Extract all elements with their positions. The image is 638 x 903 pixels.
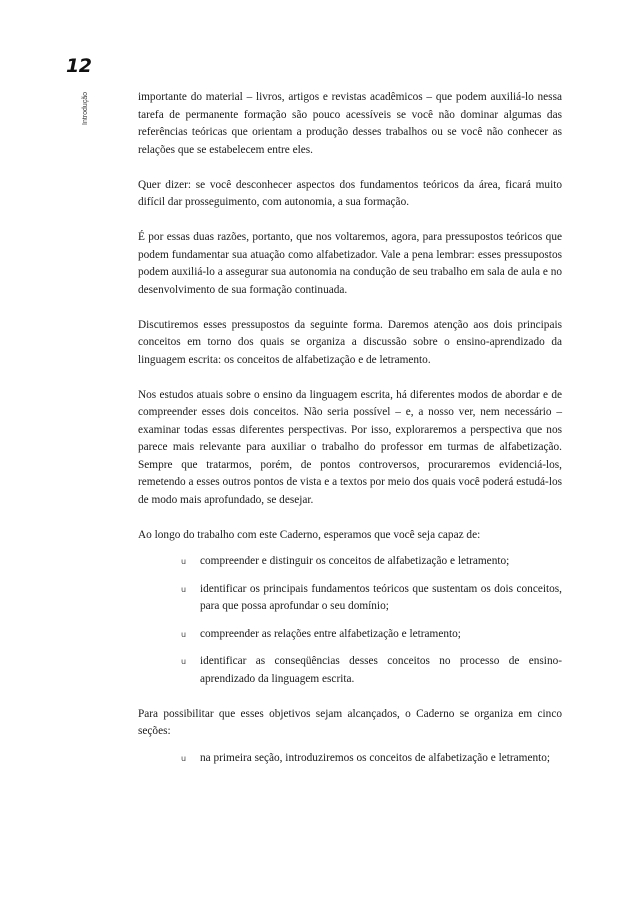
paragraph: Nos estudos atuais sobre o ensino da linguagem escrita, há diferentes modos de abordar e de compreender esses dois conceitos. Não seria possível – e, a nosso ver, nem necessário – examinar todas essas diferentes perspectivas. Por isso, exploraremos a perspectiva que nos parece mais relevante para auxiliar o trabalho do professor em turmas de alfabetização. Sempre que tratarmos, porém, de pontos controversos, procuraremos evidenciá-los, remetendo a esses outros pontos de vista e a textos por meio dos quais você poderá estudá-los de modo mais aprofundado, se desejar.: [138, 388, 562, 506]
bullet-icon: u: [181, 657, 187, 666]
list-item: [138, 581, 562, 616]
list-item-text: identificar as conseqüências desses conceitos no processo de ensino-aprendizado da linguagem escrita.: [200, 655, 562, 685]
list-item-text: na primeira seção, introduziremos os conceitos de alfabetização e letramento;: [200, 751, 551, 764]
list-item: [138, 626, 562, 644]
paragraph: Discutiremos esses pressupostos da seguinte forma. Daremos atenção aos dois principais conceitos em torno dos quais se organiza a discussão sobre o ensino-aprendizado da linguagem escrita: os conceitos de alfabetização e de letramento.: [138, 318, 562, 366]
bullet-icon: u: [181, 557, 187, 566]
paragraph: É por essas duas razões, portanto, que nos voltaremos, agora, para pressupostos teóricos que podem fundamentar sua atuação como alfabetizador. Vale a pena lembrar: esses pressupostos podem auxiliá-lo a assegurar sua autonomia na condução de seu trabalho em sala de aula e no desenvolvimento de sua formação continuada.: [138, 231, 562, 296]
bullet-icon: u: [181, 753, 187, 763]
paragraph: Ao longo do trabalho com este Caderno, esperamos que você seja capaz de:: [138, 528, 481, 541]
body-text: [138, 89, 562, 777]
objectives-list: [138, 553, 562, 688]
page-number: 12: [66, 55, 92, 77]
list-item: [138, 553, 562, 571]
section-label: Introdução: [82, 91, 89, 125]
sections-list: [138, 750, 562, 768]
bullet-icon: u: [181, 629, 187, 639]
list-item: [138, 653, 562, 688]
paragraph: Para possibilitar que esses objetivos sejam alcançados, o Caderno se organiza em cinco seções:: [138, 707, 562, 737]
paragraph: Quer dizer: se você desconhecer aspectos dos fundamentos teóricos da área, ficará muito difícil dar prosseguimento, com autonomia, a sua formação.: [138, 178, 562, 208]
list-item-text: compreender e distinguir os conceitos de alfabetização e letramento;: [200, 555, 510, 567]
list-item-text: compreender as relações entre alfabetização e letramento;: [200, 627, 461, 640]
list-item-text: identificar os principais fundamentos teóricos que sustentam os dois conceitos, para que possa aprofundar o seu domínio;: [200, 582, 562, 612]
list-item: [138, 750, 562, 768]
paragraph: importante do material – livros, artigos e revistas acadêmicos – que podem auxiliá-lo nessa tarefa de permanente formação são pouco acessíveis se você não dominar algumas das referências teóricas que orientam a produção desses trabalhos ou se você não conhecer as relações que se estabelecem entre eles.: [138, 91, 562, 156]
bullet-icon: u: [181, 584, 187, 594]
